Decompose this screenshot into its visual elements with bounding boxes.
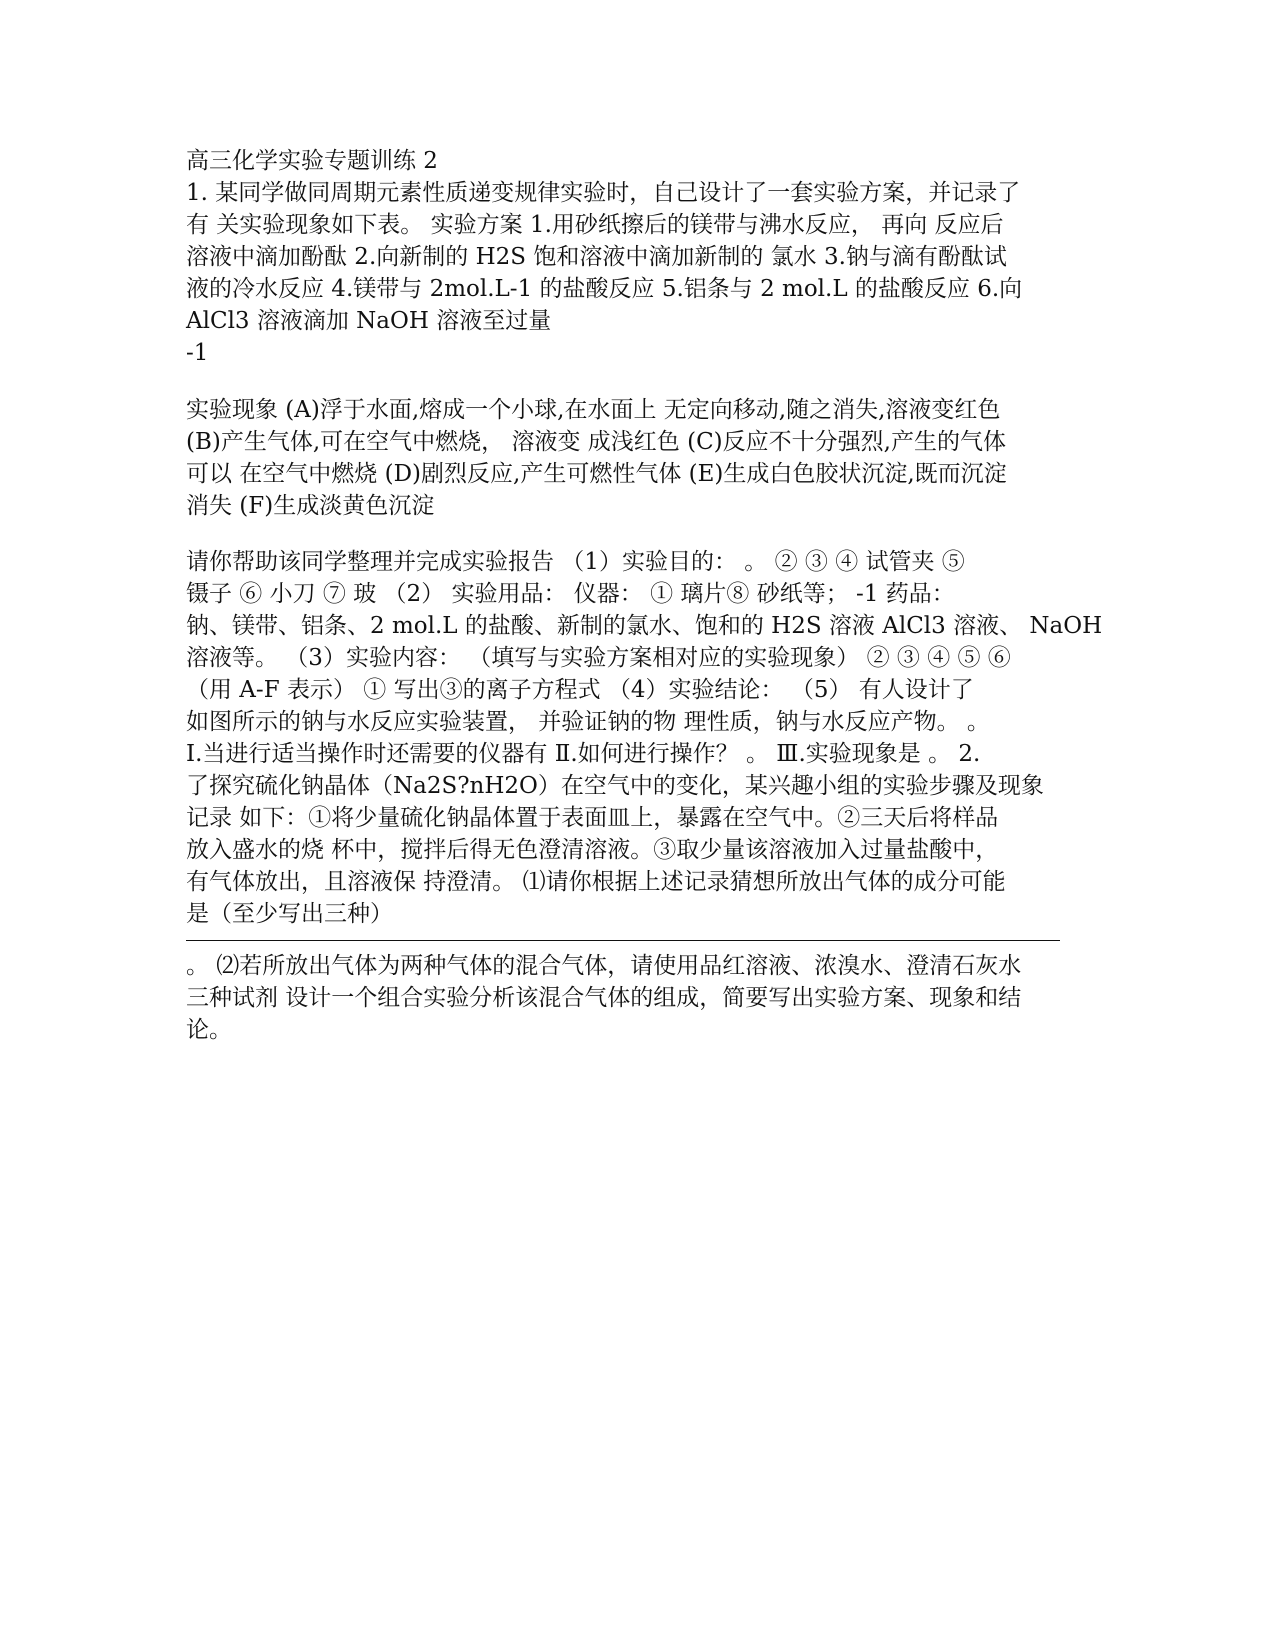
text-line: 如图所示的钠与水反应实验装置， 并验证钠的物 理性质，钠与水反应产物。 。 <box>186 709 990 735</box>
text-line: 消失 (F)生成淡黄色沉淀 <box>186 493 435 519</box>
text-line: 有 关实验现象如下表。 实验方案 1.用砂纸擦后的镁带与沸水反应， 再向 反应后 <box>186 212 1004 238</box>
text-line: -1 <box>186 340 209 366</box>
text-line: 实验现象 (A)浮于水面,熔成一个小球,在水面上 无定向移动,随之消失,溶液变红色 <box>186 397 1001 423</box>
text-line: 请你帮助该同学整理并完成实验报告 （1）实验目的： 。 ② ③ ④ 试管夹 ⑤ <box>186 549 965 575</box>
text-line: （用 A-F 表示） ① 写出③的离子方程式 （4）实验结论： （5） 有人设计了 <box>186 677 974 703</box>
text-line: 记录 如下：①将少量硫化钠晶体置于表面皿上，暴露在空气中。②三天后将样品 <box>186 805 999 831</box>
text-line: 钠、镁带、铝条、2 mol.L 的盐酸、新制的氯水、饱和的 H2S 溶液 AlCl3 溶液、 NaOH <box>186 613 1103 639</box>
text-line: 放入盛水的烧 杯中，搅拌后得无色澄清溶液。③取少量该溶液加入过量盐酸中， <box>186 837 999 863</box>
text-line: 1. 某同学做同周期元素性质递变规律实验时，自己设计了一套实验方案，并记录了 <box>186 180 1021 206</box>
text-line: 溶液中滴加酚酞 2.向新制的 H2S 饱和溶液中滴加新制的 氯水 3.钠与滴有酚酞试 <box>186 244 1007 270</box>
text-line: 可以 在空气中燃烧 (D)剧烈反应,产生可燃性气体 (E)生成白色胶状沉淀,既而沉淀 <box>186 461 1007 487</box>
text-line: 溶液等。 （3）实验内容： （填写与实验方案相对应的实验现象） ② ③ ④ ⑤ ⑥ <box>186 645 1011 671</box>
text-line: (B)产生气体,可在空气中燃烧， 溶液变 成浅红色 (C)反应不十分强烈,产生的气体 <box>186 429 1006 455</box>
text-line: 了探究硫化钠晶体（Na2S?nH2O）在空气中的变化，某兴趣小组的实验步骤及现象 <box>186 773 1044 799</box>
text-line: Ⅰ.当进行适当操作时还需要的仪器有 Ⅱ.如何进行操作？ 。 Ⅲ.实验现象是 。 2. <box>186 741 981 767</box>
text-line: 论。 <box>186 1017 232 1043</box>
answer-blank-line <box>186 940 1060 941</box>
text-line: AlCl3 溶液滴加 NaOH 溶液至过量 <box>186 308 552 334</box>
text-line: 三种试剂 设计一个组合实验分析该混合气体的组成，简要写出实验方案、现象和结 <box>186 985 1022 1011</box>
text-line: 。 ⑵若所放出气体为两种气体的混合气体，请使用品红溶液、浓溴水、澄清石灰水 <box>186 953 1022 979</box>
text-line: 液的冷水反应 4.镁带与 2mol.L-1 的盐酸反应 5.铝条与 2 mol.L 的盐酸反应 6.向 <box>186 276 1023 302</box>
text-line: 是（至少写出三种） <box>186 901 393 927</box>
text-line: 有气体放出，且溶液保 持澄清。 ⑴请你根据上述记录猜想所放出气体的成分可能 <box>186 869 1006 895</box>
text-line: 镊子 ⑥ 小刀 ⑦ 玻 （2） 实验用品： 仪器： ① 璃片⑧ 砂纸等； -1 药品： <box>186 581 955 607</box>
document-title: 高三化学实验专题训练 2 <box>186 148 438 174</box>
